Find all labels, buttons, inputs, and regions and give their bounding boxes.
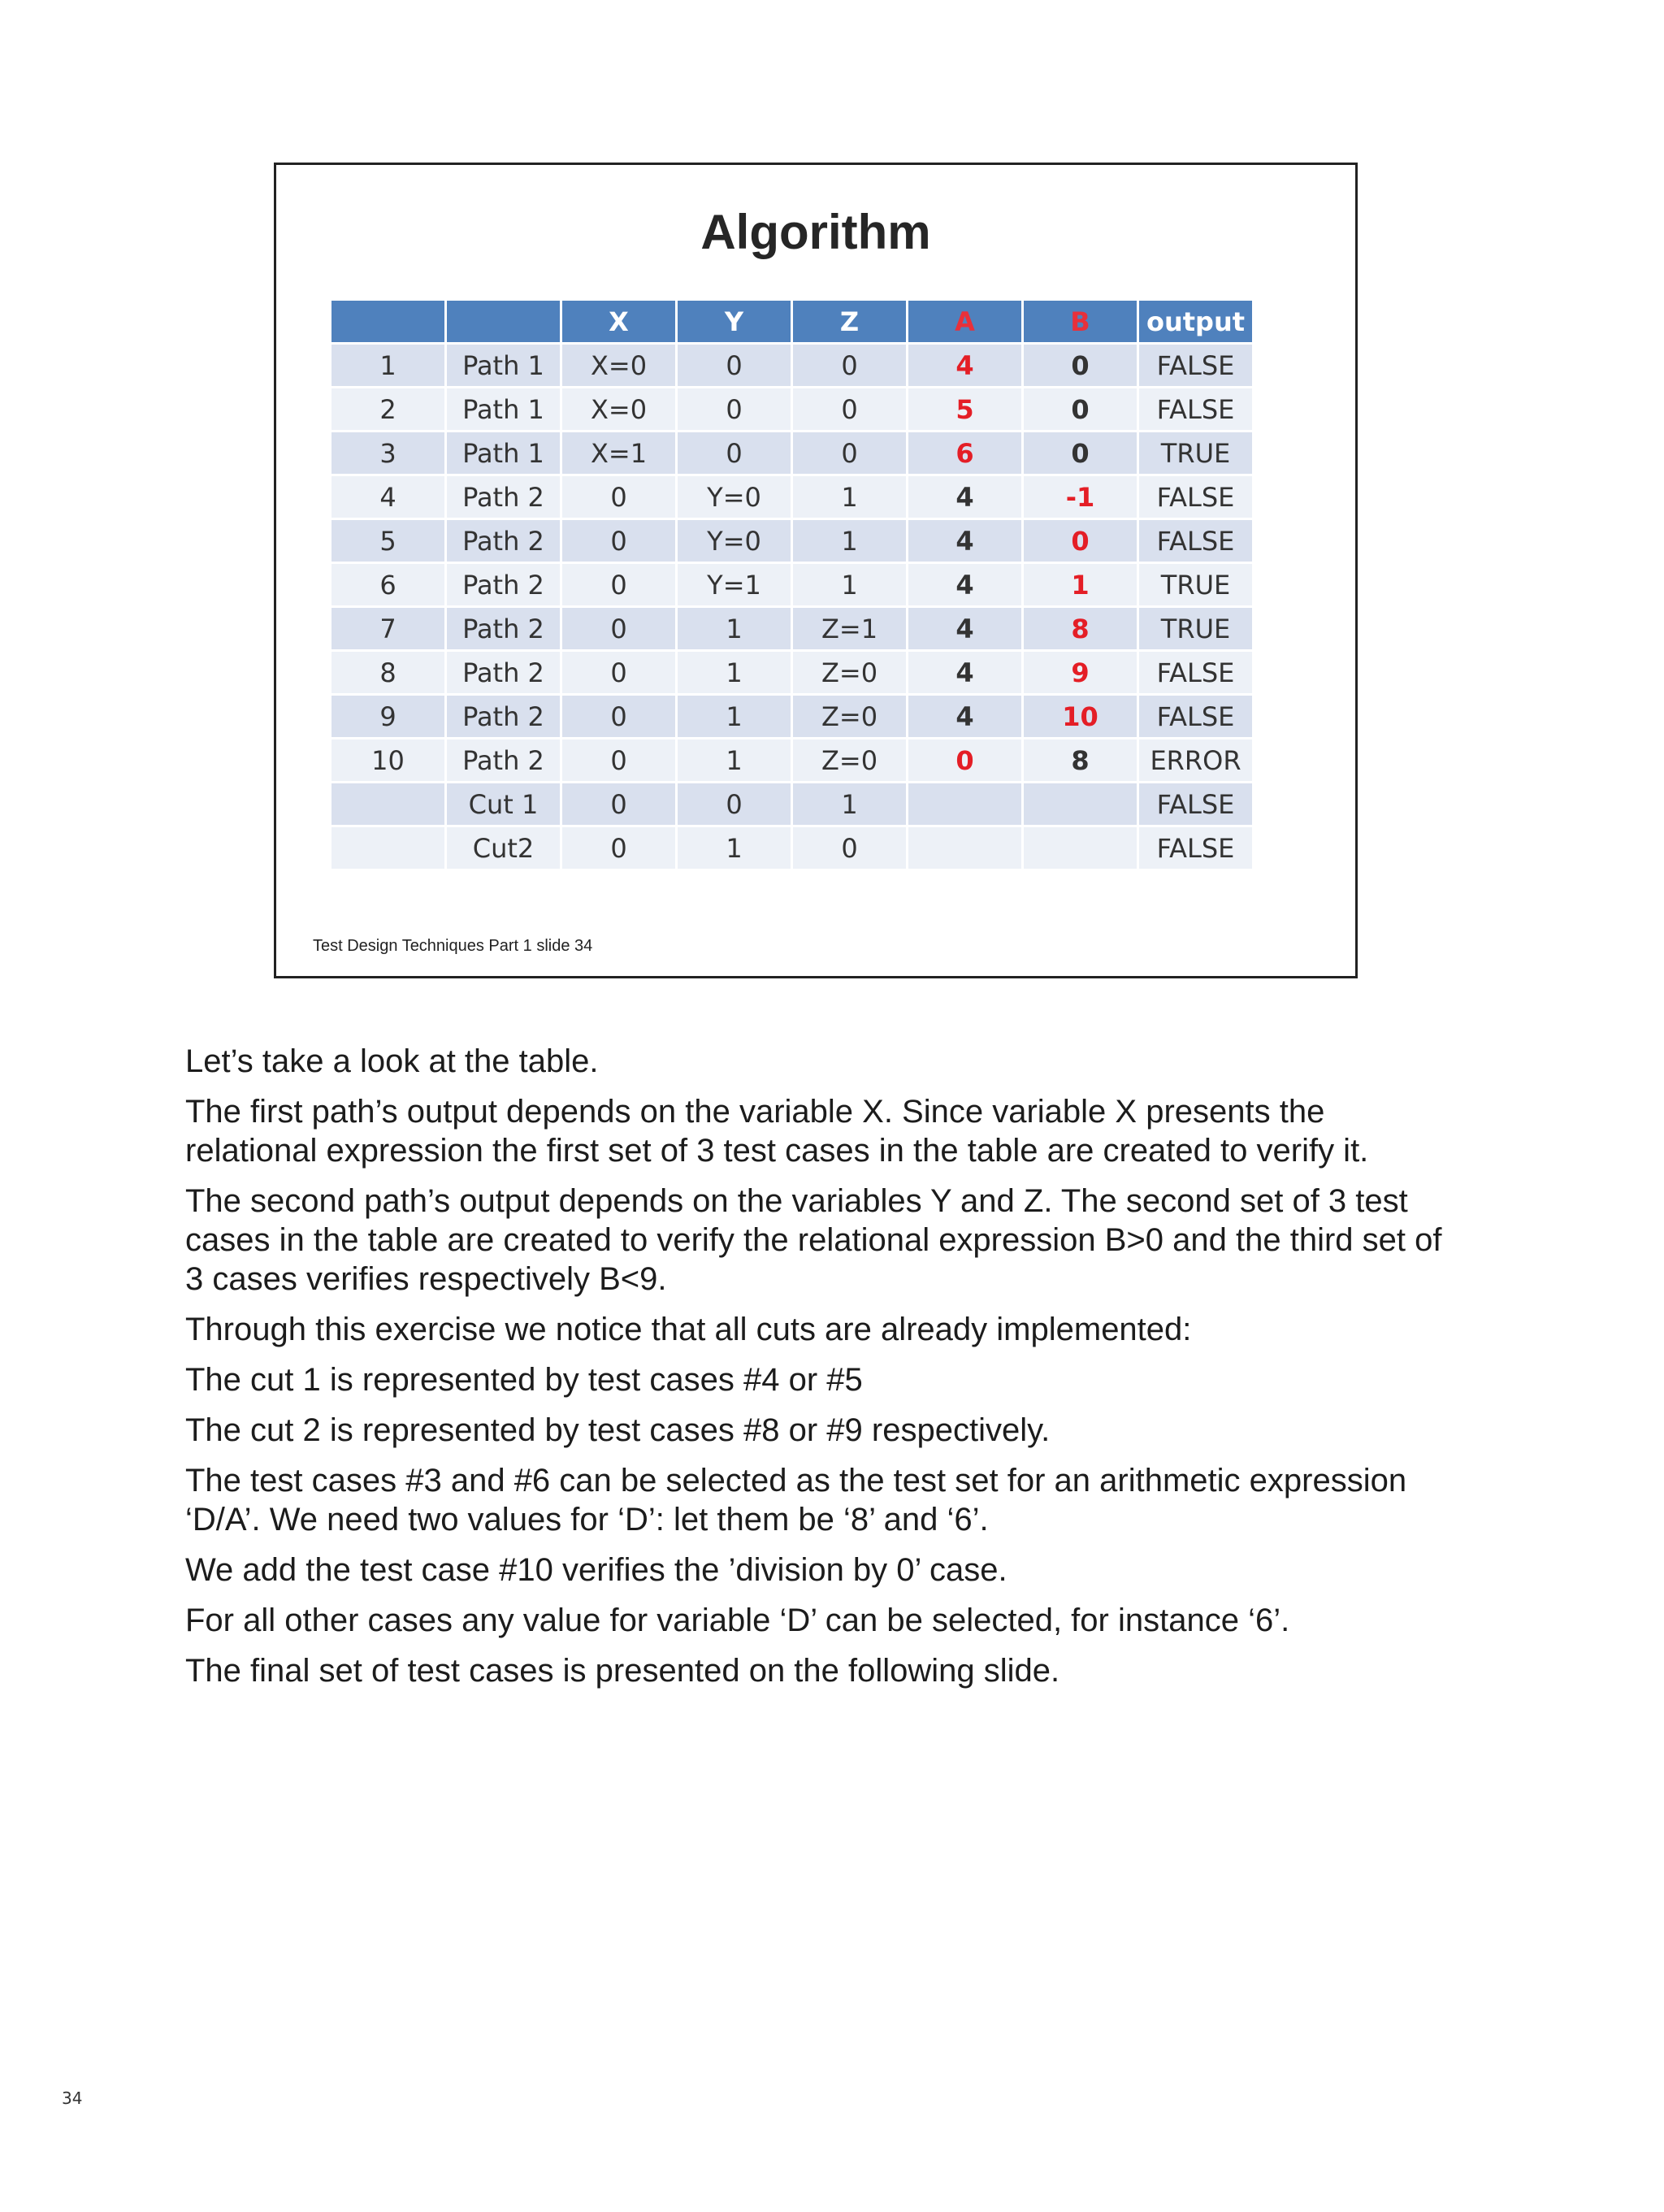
cell-a: 6 <box>908 432 1021 474</box>
cell-b: 0 <box>1024 432 1137 474</box>
cell-z: 1 <box>793 783 906 825</box>
cell-output: FALSE <box>1139 652 1252 693</box>
cell-b: 8 <box>1024 608 1137 649</box>
table-row <box>332 740 1252 781</box>
cell-y: 1 <box>678 740 791 781</box>
cell-z: 1 <box>793 520 906 562</box>
cell-x: 0 <box>562 740 675 781</box>
cell-a <box>908 783 1021 825</box>
cell-z: Z=1 <box>793 608 906 649</box>
cell-a: 4 <box>908 696 1021 737</box>
cell-output: FALSE <box>1139 520 1252 562</box>
cell-b: 0 <box>1024 345 1137 386</box>
cell-x: 0 <box>562 564 675 605</box>
cell-y: Y=0 <box>678 476 791 518</box>
test-case-table <box>329 298 1254 871</box>
cell-z: Z=0 <box>793 652 906 693</box>
cell-x: 0 <box>562 696 675 737</box>
notes-paragraph: The cut 1 is represented by test cases #4 or #5 <box>185 1362 863 1398</box>
cell-path: Path 1 <box>447 432 560 474</box>
table-row <box>332 783 1252 825</box>
header-cell-output: output <box>1139 301 1252 342</box>
slide-footer: Test Design Techniques Part 1 slide 34 <box>313 937 593 955</box>
cell-b: 0 <box>1024 520 1137 562</box>
cell-output: TRUE <box>1139 564 1252 605</box>
cell-z: 1 <box>793 476 906 518</box>
cell-x: 0 <box>562 652 675 693</box>
cell-index <box>332 827 444 869</box>
cell-a: 0 <box>908 740 1021 781</box>
cell-y: Y=1 <box>678 564 791 605</box>
cell-output: FALSE <box>1139 476 1252 518</box>
cell-output: ERROR <box>1139 740 1252 781</box>
cell-z: 0 <box>793 388 906 430</box>
cell-index: 9 <box>332 696 444 737</box>
cell-a <box>908 827 1021 869</box>
header-cell-index <box>332 301 444 342</box>
cell-y: 1 <box>678 696 791 737</box>
header-cell-y: Y <box>678 301 791 342</box>
cell-a: 4 <box>908 608 1021 649</box>
table-row <box>332 564 1252 605</box>
cell-x: X=0 <box>562 345 675 386</box>
cell-path: Path 2 <box>447 608 560 649</box>
cell-output: FALSE <box>1139 388 1252 430</box>
cell-path: Cut2 <box>447 827 560 869</box>
notes-paragraph: The first path’s output depends on the variable X. Since variable X presents the relational expression the first set of 3 test cases in the table are created to verify it. <box>185 1094 1369 1169</box>
cell-b: 8 <box>1024 740 1137 781</box>
notes-paragraph: The test cases #3 and #6 can be selected as the test set for an arithmetic expression ‘D/A’. We need two values for ‘D’: let them be ‘8’ and ‘6’. <box>185 1463 1407 1538</box>
cell-path: Path 1 <box>447 345 560 386</box>
notes-paragraph: We add the test case #10 verifies the ’division by 0’ case. <box>185 1552 1008 1588</box>
cell-output: FALSE <box>1139 827 1252 869</box>
cell-x: X=1 <box>562 432 675 474</box>
cell-y: 1 <box>678 652 791 693</box>
cell-index: 5 <box>332 520 444 562</box>
header-cell-z: Z <box>793 301 906 342</box>
table-row <box>332 388 1252 430</box>
table-row <box>332 520 1252 562</box>
cell-path: Path 2 <box>447 520 560 562</box>
cell-output: FALSE <box>1139 345 1252 386</box>
cell-output: FALSE <box>1139 783 1252 825</box>
slide-title: Algorithm <box>700 205 931 259</box>
cell-b: 9 <box>1024 652 1137 693</box>
cell-z: 0 <box>793 432 906 474</box>
header-cell-path <box>447 301 560 342</box>
cell-index: 7 <box>332 608 444 649</box>
cell-a: 4 <box>908 345 1021 386</box>
table-row <box>332 432 1252 474</box>
table-row <box>332 827 1252 869</box>
cell-y: 0 <box>678 388 791 430</box>
cell-a: 5 <box>908 388 1021 430</box>
cell-index: 4 <box>332 476 444 518</box>
table-row <box>332 345 1252 386</box>
cell-path: Path 1 <box>447 388 560 430</box>
header-cell-a: A <box>908 301 1021 342</box>
cell-x: 0 <box>562 827 675 869</box>
notes-paragraph: For all other cases any value for variable ‘D’ can be selected, for instance ‘6’. <box>185 1603 1290 1638</box>
speaker-notes <box>185 1042 1453 1702</box>
page-number: 34 <box>62 2088 83 2108</box>
cell-path: Path 2 <box>447 564 560 605</box>
cell-a: 4 <box>908 476 1021 518</box>
cell-b: -1 <box>1024 476 1137 518</box>
cell-output: TRUE <box>1139 608 1252 649</box>
cell-b: 1 <box>1024 564 1137 605</box>
cell-y: 1 <box>678 608 791 649</box>
notes-paragraph: The final set of test cases is presented on the following slide. <box>185 1653 1060 1689</box>
notes-paragraph: The second path’s output depends on the variables Y and Z. The second set of 3 test cases in the table are created to verify the relational expression B>0 and the third set of 3 cases verifies respectively B<9. <box>185 1183 1442 1297</box>
cell-index <box>332 783 444 825</box>
cell-b: 10 <box>1024 696 1137 737</box>
cell-y: 0 <box>678 783 791 825</box>
table-row <box>332 608 1252 649</box>
cell-z: 0 <box>793 345 906 386</box>
cell-path: Cut 1 <box>447 783 560 825</box>
cell-path: Path 2 <box>447 696 560 737</box>
cell-b <box>1024 827 1137 869</box>
cell-y: 0 <box>678 345 791 386</box>
cell-output: FALSE <box>1139 696 1252 737</box>
cell-x: 0 <box>562 608 675 649</box>
table-row <box>332 652 1252 693</box>
cell-path: Path 2 <box>447 652 560 693</box>
cell-a: 4 <box>908 520 1021 562</box>
cell-x: 0 <box>562 476 675 518</box>
table-row <box>332 476 1252 518</box>
cell-b <box>1024 783 1137 825</box>
notes-paragraph: Through this exercise we notice that all cuts are already implemented: <box>185 1312 1192 1347</box>
table-row <box>332 696 1252 737</box>
cell-y: 1 <box>678 827 791 869</box>
cell-a: 4 <box>908 564 1021 605</box>
notes-paragraph: The cut 2 is represented by test cases #8 or #9 respectively. <box>185 1412 1051 1448</box>
cell-x: 0 <box>562 783 675 825</box>
cell-z: 0 <box>793 827 906 869</box>
cell-output: TRUE <box>1139 432 1252 474</box>
slide-image <box>274 163 1358 978</box>
cell-path: Path 2 <box>447 740 560 781</box>
cell-index: 6 <box>332 564 444 605</box>
cell-y: Y=0 <box>678 520 791 562</box>
cell-a: 4 <box>908 652 1021 693</box>
cell-z: Z=0 <box>793 740 906 781</box>
notes-paragraph: Let’s take a look at the table. <box>185 1043 599 1079</box>
cell-z: Z=0 <box>793 696 906 737</box>
cell-index: 8 <box>332 652 444 693</box>
cell-index: 1 <box>332 345 444 386</box>
cell-x: 0 <box>562 520 675 562</box>
cell-path: Path 2 <box>447 476 560 518</box>
header-cell-b: B <box>1024 301 1137 342</box>
cell-y: 0 <box>678 432 791 474</box>
cell-b: 0 <box>1024 388 1137 430</box>
cell-index: 3 <box>332 432 444 474</box>
cell-z: 1 <box>793 564 906 605</box>
table-header-row <box>332 301 1252 342</box>
header-cell-x: X <box>562 301 675 342</box>
cell-index: 2 <box>332 388 444 430</box>
cell-x: X=0 <box>562 388 675 430</box>
cell-index: 10 <box>332 740 444 781</box>
